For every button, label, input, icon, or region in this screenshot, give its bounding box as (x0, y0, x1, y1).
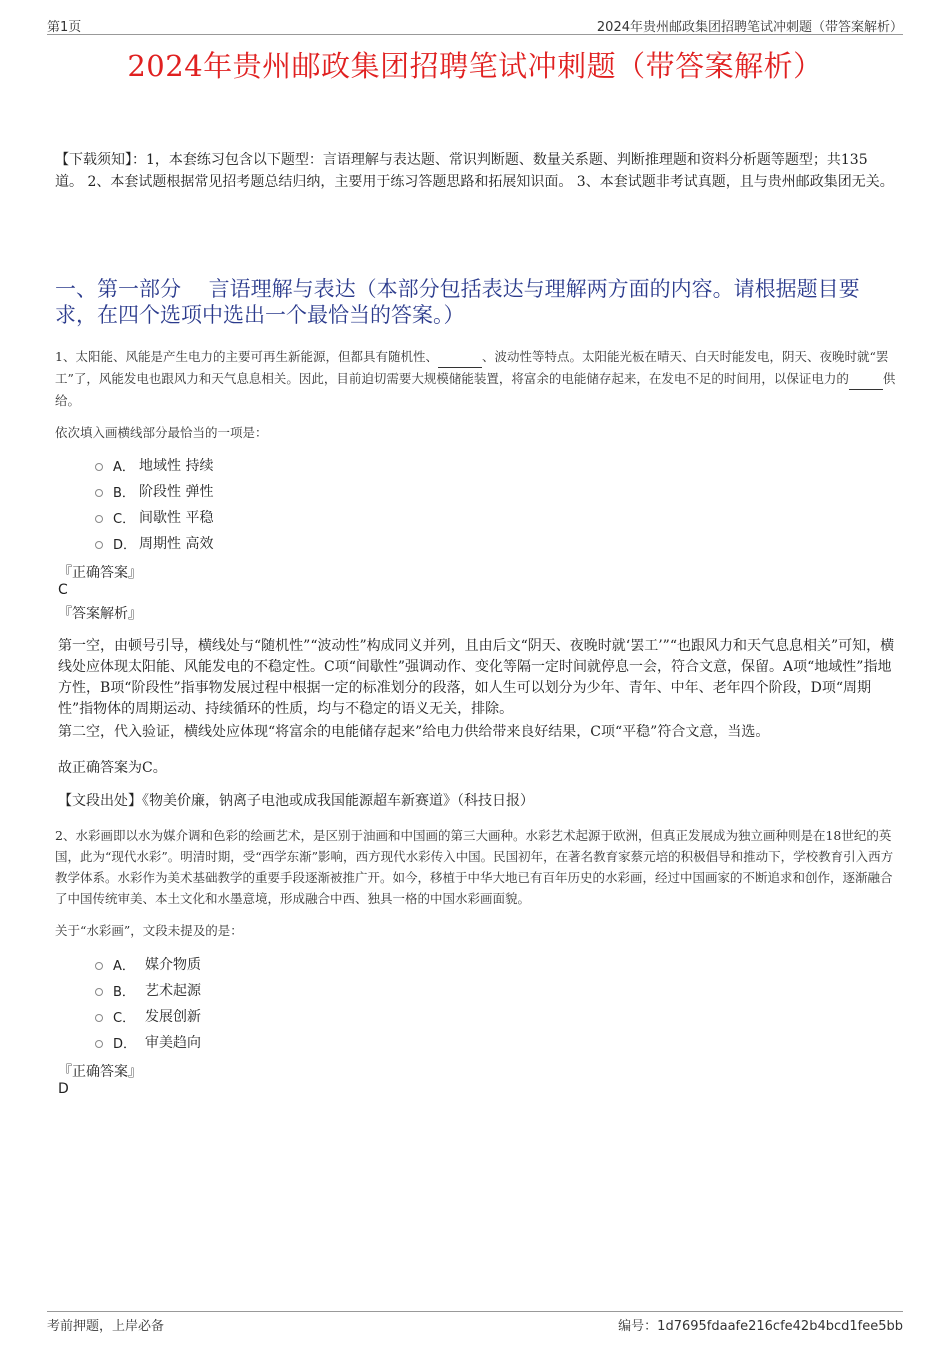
download-notice: 【下载须知】：1，本套练习包含以下题型：言语理解与表达题、常识判断题、数量关系题、判断推理题和资料分析题等题型；共135道。 2、本套试题根据常见招考题总结归纳，主要用于练习答题思路和拓展知识面。 3、本套试题非考试真题，且与贵州邮政集团无关。 (55, 152, 894, 190)
question-1-text-part-b: 、波动性等特点。太阳能光板在晴天、白天时能发电，阴天、夜晚时就“罢工”了，风能发电也跟风力和天气息息相关。因此，目前迫切需要大规模储能装置，将富余的电能储存起来，在发电不足的时间用，以保证电力的 (55, 349, 889, 386)
source-citation: 【文段出处】《物美价廉，钠离子电池或成我国能源超车新赛道》（科技日报） (58, 793, 534, 809)
radio-icon[interactable] (95, 515, 103, 523)
answer-label: 『正确答案』 (58, 565, 142, 581)
analysis-paragraph-2: 第二空，代入验证，横线处应体现“将富余的电能储存起来”给电力供给带来良好结果，C项“平稳”符合文意，当选。 (58, 724, 770, 740)
radio-icon[interactable] (95, 962, 103, 970)
question-2-text: 2、水彩画即以水为媒介调和色彩的绘画艺术，是区别于油画和中国画的第三大画种。水彩艺术起源于欧洲，但真正发展成为独立画种则是在18世纪的英国，此为“现代水彩”。明清时期，受“西学东渐”影响，西方现代水彩传入中国。民国初年，在著名教育家蔡元培的积极倡导和推动下，学校教育引入西方教学体系。水彩作为美术基础教学的重要手段逐渐被推广开。如今，移植于中华大地已有百年历史的水彩画，经过中国画家的不断追求和创作，逐渐融合了中国传统审美、本土文化和水墨意境，形成融合中西、独具一格的中国水彩画面貌。 (55, 828, 894, 906)
question-1-options (95, 452, 213, 556)
option-text: 艺术起源 (145, 983, 201, 999)
question-1-text-part-a: 1、太阳能、风能是产生电力的主要可再生新能源，但都具有随机性、 (55, 349, 438, 364)
analysis-paragraph-3: 故正确答案为C。 (58, 760, 167, 776)
option-letter: C． (113, 511, 136, 527)
option-text: 发展创新 (145, 1009, 201, 1025)
option-text: 媒介物质 (145, 957, 201, 973)
option-text: 阶段性 弹性 (139, 484, 214, 500)
page-footer (47, 1311, 903, 1334)
option-d[interactable] (95, 1029, 201, 1055)
header-doc-title: 2024年贵州邮政集团招聘笔试冲刺题（带答案解析） (596, 20, 903, 35)
analysis-label: 『答案解析』 (58, 606, 142, 622)
option-letter: A． (113, 459, 135, 475)
option-letter: C． (113, 1010, 136, 1026)
document-title: 2024年贵州邮政集团招聘笔试冲刺题（带答案解析） (127, 49, 823, 83)
option-letter: D． (113, 1036, 137, 1052)
option-letter: B． (113, 984, 135, 1000)
page-number: 第1页 (47, 20, 82, 35)
answer-value: D (58, 1081, 69, 1097)
option-letter: D． (113, 537, 137, 553)
analysis-paragraph-1: 第一空，由顿号引导，横线处与“随机性”“波动性”构成同义并列，且由后文“阴天、夜晚时就‘罢工’”“也跟风力和天气息息相关”可知，横线处应体现太阳能、风能发电的不稳定性。C项“间歇性”强调动作、变化等隔一定时间就停息一会，符合文意，保留。A项“地域性”指地方性，B项“阶段性”指事物发展过程中根据一定的标准划分的段落，如人生可以划分为少年、青年、中年、老年四个阶段，D项“周期性”指物体的周期运动、持续循环的性质，均与不稳定的语义无关，排除。 (58, 638, 895, 717)
radio-icon[interactable] (95, 1040, 103, 1048)
answer-value: C (58, 582, 68, 598)
option-c[interactable] (95, 1003, 201, 1029)
option-a[interactable] (95, 452, 213, 478)
option-text: 间歇性 平稳 (139, 510, 214, 526)
option-letter: B． (113, 485, 135, 501)
option-letter: A． (113, 958, 135, 974)
radio-icon[interactable] (95, 541, 103, 549)
fill-blank-2 (849, 368, 883, 390)
footer-serial: 编号：1d7695fdaafe216cfe42b4bcd1fee5bb (618, 1319, 903, 1334)
question-1-text-part-c: 供给。 (55, 371, 896, 408)
footer-motto: 考前押题，上岸必备 (47, 1319, 165, 1334)
option-text: 审美趋向 (145, 1035, 201, 1051)
section-heading: 一、第一部分 言语理解与表达（本部分包括表达与理解两方面的内容。请根据题目要求，在四个选项中选出一个最恰当的答案。） (55, 277, 860, 327)
radio-icon[interactable] (95, 1014, 103, 1022)
option-d[interactable] (95, 530, 213, 556)
question-1-prompt: 依次填入画横线部分最恰当的一项是： (55, 425, 268, 440)
answer-label: 『正确答案』 (58, 1064, 142, 1080)
question-2-options (95, 951, 201, 1055)
option-c[interactable] (95, 504, 213, 530)
option-b[interactable] (95, 478, 213, 504)
page-header (47, 14, 903, 35)
radio-icon[interactable] (95, 463, 103, 471)
option-text: 周期性 高效 (139, 536, 214, 552)
option-text: 地域性 持续 (139, 458, 214, 474)
option-a[interactable] (95, 951, 201, 977)
radio-icon[interactable] (95, 489, 103, 497)
option-b[interactable] (95, 977, 201, 1003)
radio-icon[interactable] (95, 988, 103, 996)
question-2-prompt: 关于“水彩画”，文段未提及的是： (55, 923, 243, 938)
fill-blank-1 (438, 346, 482, 368)
question-1-text (55, 346, 898, 411)
